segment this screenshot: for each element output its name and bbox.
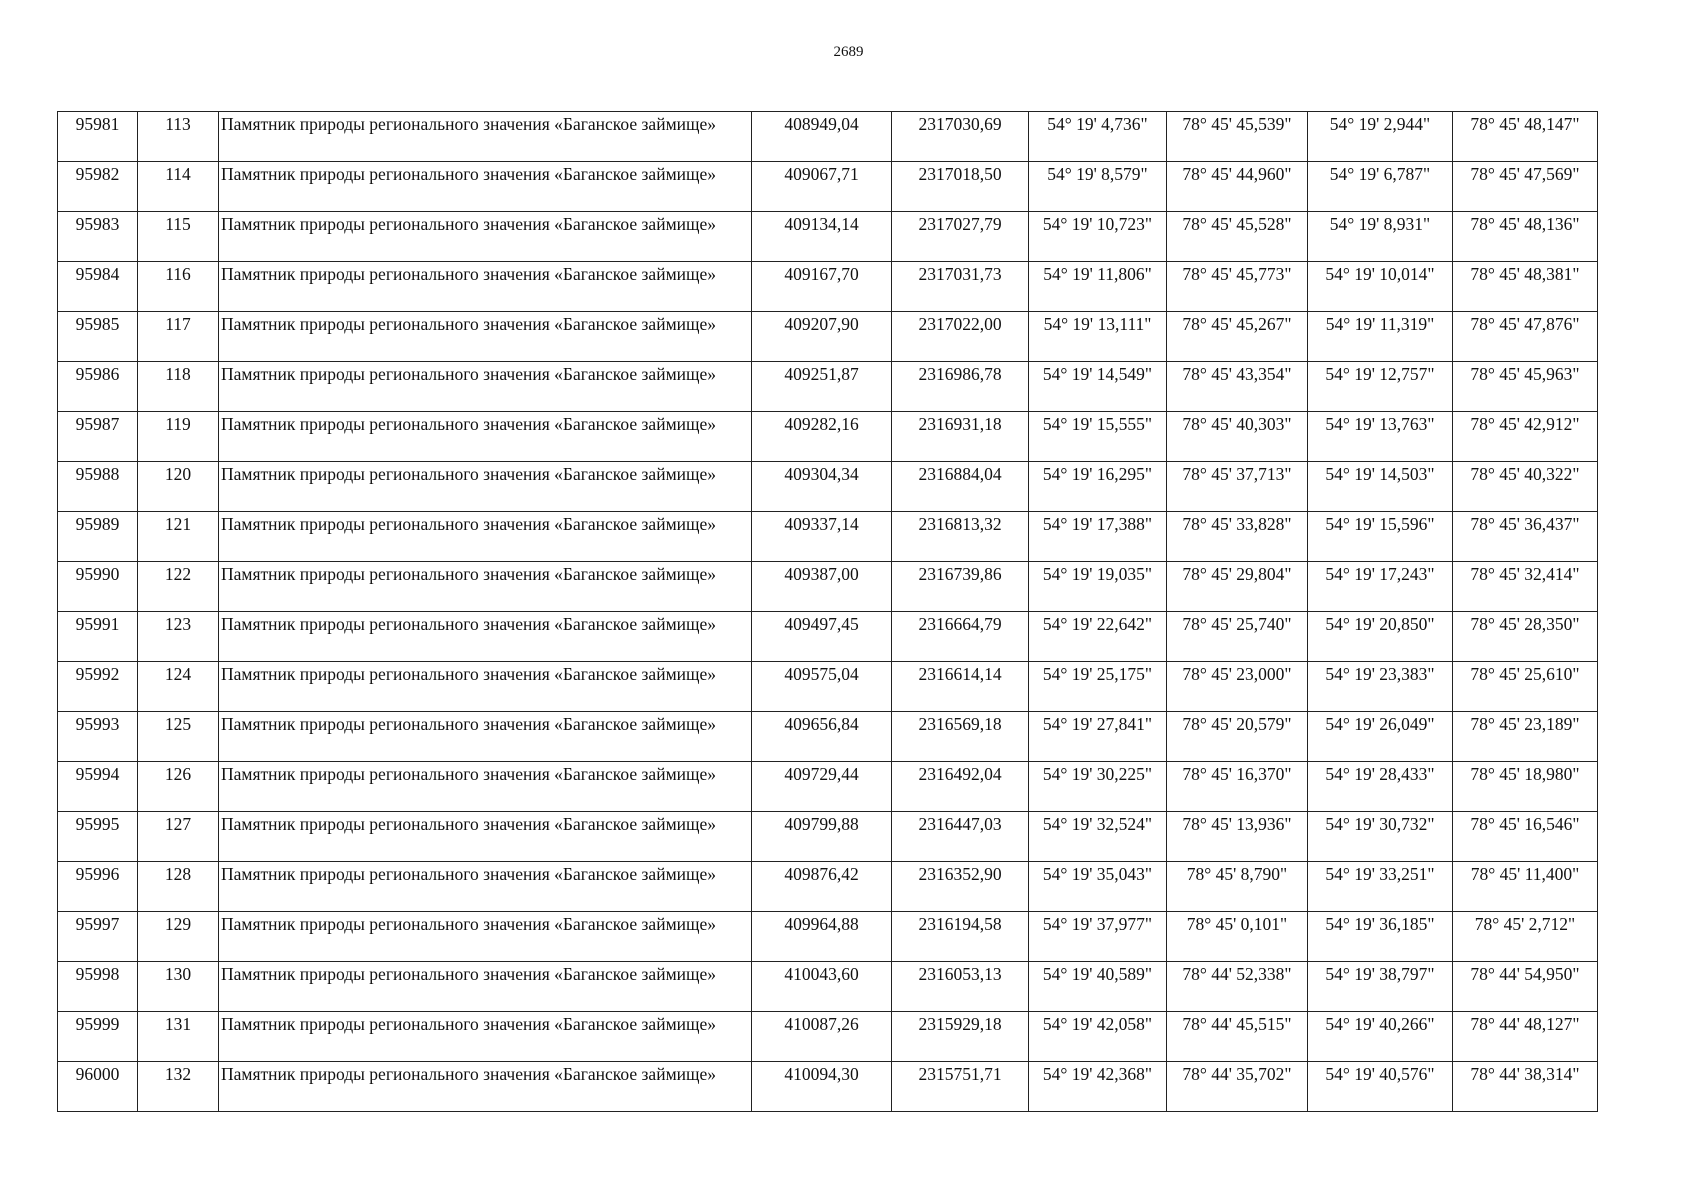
table-row [58,812,1598,862]
latitude-cell: 54° 19' 17,388" [1029,512,1167,562]
table-row [58,612,1598,662]
record-number-cell: 95986 [58,362,138,412]
latitude-alt-cell: 54° 19' 6,787" [1308,162,1453,212]
latitude-cell: 54° 19' 16,295" [1029,462,1167,512]
longitude-cell: 78° 45' 45,267" [1167,312,1308,362]
point-number-cell: 127 [138,812,219,862]
longitude-alt-cell: 78° 45' 18,980" [1453,762,1598,812]
table-row [58,712,1598,762]
longitude-alt-cell: 78° 44' 38,314" [1453,1062,1598,1112]
object-name-cell: Памятник природы регионального значения «Баганское займище» [219,162,752,212]
record-number-cell: 95989 [58,512,138,562]
x-coordinate-cell: 410094,30 [752,1062,892,1112]
latitude-cell: 54° 19' 42,368" [1029,1062,1167,1112]
longitude-cell: 78° 45' 40,303" [1167,412,1308,462]
point-number-cell: 119 [138,412,219,462]
y-coordinate-cell: 2316986,78 [892,362,1029,412]
table-row [58,762,1598,812]
point-number-cell: 128 [138,862,219,912]
object-name-cell: Памятник природы регионального значения «Баганское займище» [219,862,752,912]
point-number-cell: 118 [138,362,219,412]
longitude-cell: 78° 45' 33,828" [1167,512,1308,562]
y-coordinate-cell: 2315751,71 [892,1062,1029,1112]
x-coordinate-cell: 409575,04 [752,662,892,712]
point-number-cell: 123 [138,612,219,662]
point-number-cell: 117 [138,312,219,362]
latitude-cell: 54° 19' 40,589" [1029,962,1167,1012]
record-number-cell: 95994 [58,762,138,812]
table-row [58,212,1598,262]
latitude-alt-cell: 54° 19' 13,763" [1308,412,1453,462]
latitude-alt-cell: 54° 19' 26,049" [1308,712,1453,762]
record-number-cell: 95990 [58,562,138,612]
point-number-cell: 124 [138,662,219,712]
longitude-alt-cell: 78° 45' 16,546" [1453,812,1598,862]
latitude-alt-cell: 54° 19' 23,383" [1308,662,1453,712]
x-coordinate-cell: 409656,84 [752,712,892,762]
latitude-alt-cell: 54° 19' 11,319" [1308,312,1453,362]
latitude-cell: 54° 19' 15,555" [1029,412,1167,462]
longitude-cell: 78° 44' 52,338" [1167,962,1308,1012]
latitude-alt-cell: 54° 19' 17,243" [1308,562,1453,612]
table-row [58,412,1598,462]
point-number-cell: 115 [138,212,219,262]
latitude-cell: 54° 19' 11,806" [1029,262,1167,312]
table-row [58,162,1598,212]
y-coordinate-cell: 2316739,86 [892,562,1029,612]
y-coordinate-cell: 2316447,03 [892,812,1029,862]
x-coordinate-cell: 409207,90 [752,312,892,362]
y-coordinate-cell: 2316931,18 [892,412,1029,462]
record-number-cell: 95995 [58,812,138,862]
longitude-alt-cell: 78° 44' 54,950" [1453,962,1598,1012]
x-coordinate-cell: 408949,04 [752,112,892,162]
y-coordinate-cell: 2316813,32 [892,512,1029,562]
longitude-cell: 78° 45' 45,773" [1167,262,1308,312]
point-number-cell: 129 [138,912,219,962]
x-coordinate-cell: 409167,70 [752,262,892,312]
point-number-cell: 125 [138,712,219,762]
x-coordinate-cell: 409387,00 [752,562,892,612]
latitude-cell: 54° 19' 35,043" [1029,862,1167,912]
longitude-alt-cell: 78° 45' 32,414" [1453,562,1598,612]
record-number-cell: 95998 [58,962,138,1012]
latitude-cell: 54° 19' 10,723" [1029,212,1167,262]
x-coordinate-cell: 409134,14 [752,212,892,262]
point-number-cell: 130 [138,962,219,1012]
latitude-cell: 54° 19' 30,225" [1029,762,1167,812]
longitude-alt-cell: 78° 45' 40,322" [1453,462,1598,512]
longitude-alt-cell: 78° 45' 48,136" [1453,212,1598,262]
record-number-cell: 95985 [58,312,138,362]
x-coordinate-cell: 410043,60 [752,962,892,1012]
latitude-cell: 54° 19' 13,111" [1029,312,1167,362]
table-row [58,1012,1598,1062]
point-number-cell: 121 [138,512,219,562]
latitude-alt-cell: 54° 19' 12,757" [1308,362,1453,412]
table-row [58,562,1598,612]
object-name-cell: Памятник природы регионального значения «Баганское займище» [219,562,752,612]
longitude-cell: 78° 45' 20,579" [1167,712,1308,762]
x-coordinate-cell: 409729,44 [752,762,892,812]
x-coordinate-cell: 409964,88 [752,912,892,962]
longitude-cell: 78° 45' 13,936" [1167,812,1308,862]
latitude-cell: 54° 19' 32,524" [1029,812,1167,862]
longitude-alt-cell: 78° 45' 25,610" [1453,662,1598,712]
x-coordinate-cell: 409876,42 [752,862,892,912]
longitude-alt-cell: 78° 45' 11,400" [1453,862,1598,912]
longitude-alt-cell: 78° 45' 48,147" [1453,112,1598,162]
object-name-cell: Памятник природы регионального значения «Баганское займище» [219,612,752,662]
longitude-cell: 78° 45' 37,713" [1167,462,1308,512]
latitude-cell: 54° 19' 27,841" [1029,712,1167,762]
point-number-cell: 126 [138,762,219,812]
longitude-cell: 78° 45' 45,539" [1167,112,1308,162]
record-number-cell: 95983 [58,212,138,262]
x-coordinate-cell: 409282,16 [752,412,892,462]
object-name-cell: Памятник природы регионального значения «Баганское займище» [219,1062,752,1112]
point-number-cell: 120 [138,462,219,512]
longitude-alt-cell: 78° 45' 48,381" [1453,262,1598,312]
longitude-cell: 78° 45' 0,101" [1167,912,1308,962]
object-name-cell: Памятник природы регионального значения «Баганское займище» [219,712,752,762]
record-number-cell: 96000 [58,1062,138,1112]
longitude-cell: 78° 45' 23,000" [1167,662,1308,712]
point-number-cell: 122 [138,562,219,612]
table-body [58,112,1598,1112]
latitude-alt-cell: 54° 19' 38,797" [1308,962,1453,1012]
latitude-alt-cell: 54° 19' 8,931" [1308,212,1453,262]
longitude-cell: 78° 45' 25,740" [1167,612,1308,662]
record-number-cell: 95999 [58,1012,138,1062]
object-name-cell: Памятник природы регионального значения «Баганское займище» [219,412,752,462]
object-name-cell: Памятник природы регионального значения «Баганское займище» [219,512,752,562]
x-coordinate-cell: 409304,34 [752,462,892,512]
x-coordinate-cell: 409799,88 [752,812,892,862]
longitude-alt-cell: 78° 45' 42,912" [1453,412,1598,462]
longitude-cell: 78° 44' 35,702" [1167,1062,1308,1112]
point-number-cell: 131 [138,1012,219,1062]
record-number-cell: 95997 [58,912,138,962]
object-name-cell: Памятник природы регионального значения «Баганское займище» [219,912,752,962]
longitude-cell: 78° 45' 29,804" [1167,562,1308,612]
longitude-alt-cell: 78° 45' 23,189" [1453,712,1598,762]
latitude-alt-cell: 54° 19' 36,185" [1308,912,1453,962]
latitude-cell: 54° 19' 22,642" [1029,612,1167,662]
latitude-cell: 54° 19' 25,175" [1029,662,1167,712]
table-row [58,1062,1598,1112]
longitude-alt-cell: 78° 45' 47,569" [1453,162,1598,212]
table-row [58,662,1598,712]
object-name-cell: Памятник природы регионального значения «Баганское займище» [219,212,752,262]
record-number-cell: 95982 [58,162,138,212]
x-coordinate-cell: 409497,45 [752,612,892,662]
longitude-cell: 78° 44' 45,515" [1167,1012,1308,1062]
coordinates-table [57,111,1598,1112]
table-row [58,312,1598,362]
longitude-alt-cell: 78° 44' 48,127" [1453,1012,1598,1062]
longitude-cell: 78° 45' 8,790" [1167,862,1308,912]
table-row [58,962,1598,1012]
longitude-cell: 78° 45' 43,354" [1167,362,1308,412]
y-coordinate-cell: 2317018,50 [892,162,1029,212]
object-name-cell: Памятник природы регионального значения «Баганское займище» [219,962,752,1012]
y-coordinate-cell: 2317030,69 [892,112,1029,162]
point-number-cell: 132 [138,1062,219,1112]
latitude-alt-cell: 54° 19' 28,433" [1308,762,1453,812]
object-name-cell: Памятник природы регионального значения «Баганское займище» [219,1012,752,1062]
table-row [58,862,1598,912]
page-number: 2689 [833,44,864,60]
point-number-cell: 113 [138,112,219,162]
table-row [58,512,1598,562]
y-coordinate-cell: 2316614,14 [892,662,1029,712]
longitude-alt-cell: 78° 45' 45,963" [1453,362,1598,412]
latitude-cell: 54° 19' 37,977" [1029,912,1167,962]
y-coordinate-cell: 2316053,13 [892,962,1029,1012]
latitude-alt-cell: 54° 19' 10,014" [1308,262,1453,312]
record-number-cell: 95987 [58,412,138,462]
latitude-alt-cell: 54° 19' 2,944" [1308,112,1453,162]
x-coordinate-cell: 409337,14 [752,512,892,562]
x-coordinate-cell: 409067,71 [752,162,892,212]
y-coordinate-cell: 2316492,04 [892,762,1029,812]
object-name-cell: Памятник природы регионального значения «Баганское займище» [219,312,752,362]
table-row [58,112,1598,162]
table-row [58,912,1598,962]
latitude-alt-cell: 54° 19' 30,732" [1308,812,1453,862]
y-coordinate-cell: 2316194,58 [892,912,1029,962]
y-coordinate-cell: 2317027,79 [892,212,1029,262]
object-name-cell: Памятник природы регионального значения «Баганское займище» [219,112,752,162]
object-name-cell: Памятник природы регионального значения «Баганское займище» [219,812,752,862]
record-number-cell: 95992 [58,662,138,712]
longitude-alt-cell: 78° 45' 36,437" [1453,512,1598,562]
y-coordinate-cell: 2316884,04 [892,462,1029,512]
record-number-cell: 95996 [58,862,138,912]
object-name-cell: Памятник природы регионального значения «Баганское займище» [219,362,752,412]
latitude-cell: 54° 19' 19,035" [1029,562,1167,612]
latitude-cell: 54° 19' 42,058" [1029,1012,1167,1062]
record-number-cell: 95984 [58,262,138,312]
longitude-alt-cell: 78° 45' 28,350" [1453,612,1598,662]
longitude-cell: 78° 45' 44,960" [1167,162,1308,212]
latitude-cell: 54° 19' 4,736" [1029,112,1167,162]
y-coordinate-cell: 2316664,79 [892,612,1029,662]
longitude-cell: 78° 45' 16,370" [1167,762,1308,812]
longitude-alt-cell: 78° 45' 47,876" [1453,312,1598,362]
table-row [58,262,1598,312]
table-row [58,362,1598,412]
longitude-alt-cell: 78° 45' 2,712" [1453,912,1598,962]
point-number-cell: 114 [138,162,219,212]
latitude-alt-cell: 54° 19' 20,850" [1308,612,1453,662]
object-name-cell: Памятник природы регионального значения «Баганское займище» [219,762,752,812]
record-number-cell: 95988 [58,462,138,512]
longitude-cell: 78° 45' 45,528" [1167,212,1308,262]
record-number-cell: 95991 [58,612,138,662]
object-name-cell: Памятник природы регионального значения «Баганское займище» [219,462,752,512]
record-number-cell: 95993 [58,712,138,762]
latitude-alt-cell: 54° 19' 40,266" [1308,1012,1453,1062]
x-coordinate-cell: 409251,87 [752,362,892,412]
object-name-cell: Памятник природы регионального значения «Баганское займище» [219,262,752,312]
latitude-alt-cell: 54° 19' 33,251" [1308,862,1453,912]
object-name-cell: Памятник природы регионального значения «Баганское займище» [219,662,752,712]
latitude-alt-cell: 54° 19' 14,503" [1308,462,1453,512]
y-coordinate-cell: 2315929,18 [892,1012,1029,1062]
y-coordinate-cell: 2317022,00 [892,312,1029,362]
latitude-cell: 54° 19' 14,549" [1029,362,1167,412]
y-coordinate-cell: 2317031,73 [892,262,1029,312]
table-row [58,462,1598,512]
x-coordinate-cell: 410087,26 [752,1012,892,1062]
latitude-alt-cell: 54° 19' 15,596" [1308,512,1453,562]
point-number-cell: 116 [138,262,219,312]
y-coordinate-cell: 2316352,90 [892,862,1029,912]
record-number-cell: 95981 [58,112,138,162]
latitude-cell: 54° 19' 8,579" [1029,162,1167,212]
latitude-alt-cell: 54° 19' 40,576" [1308,1062,1453,1112]
y-coordinate-cell: 2316569,18 [892,712,1029,762]
